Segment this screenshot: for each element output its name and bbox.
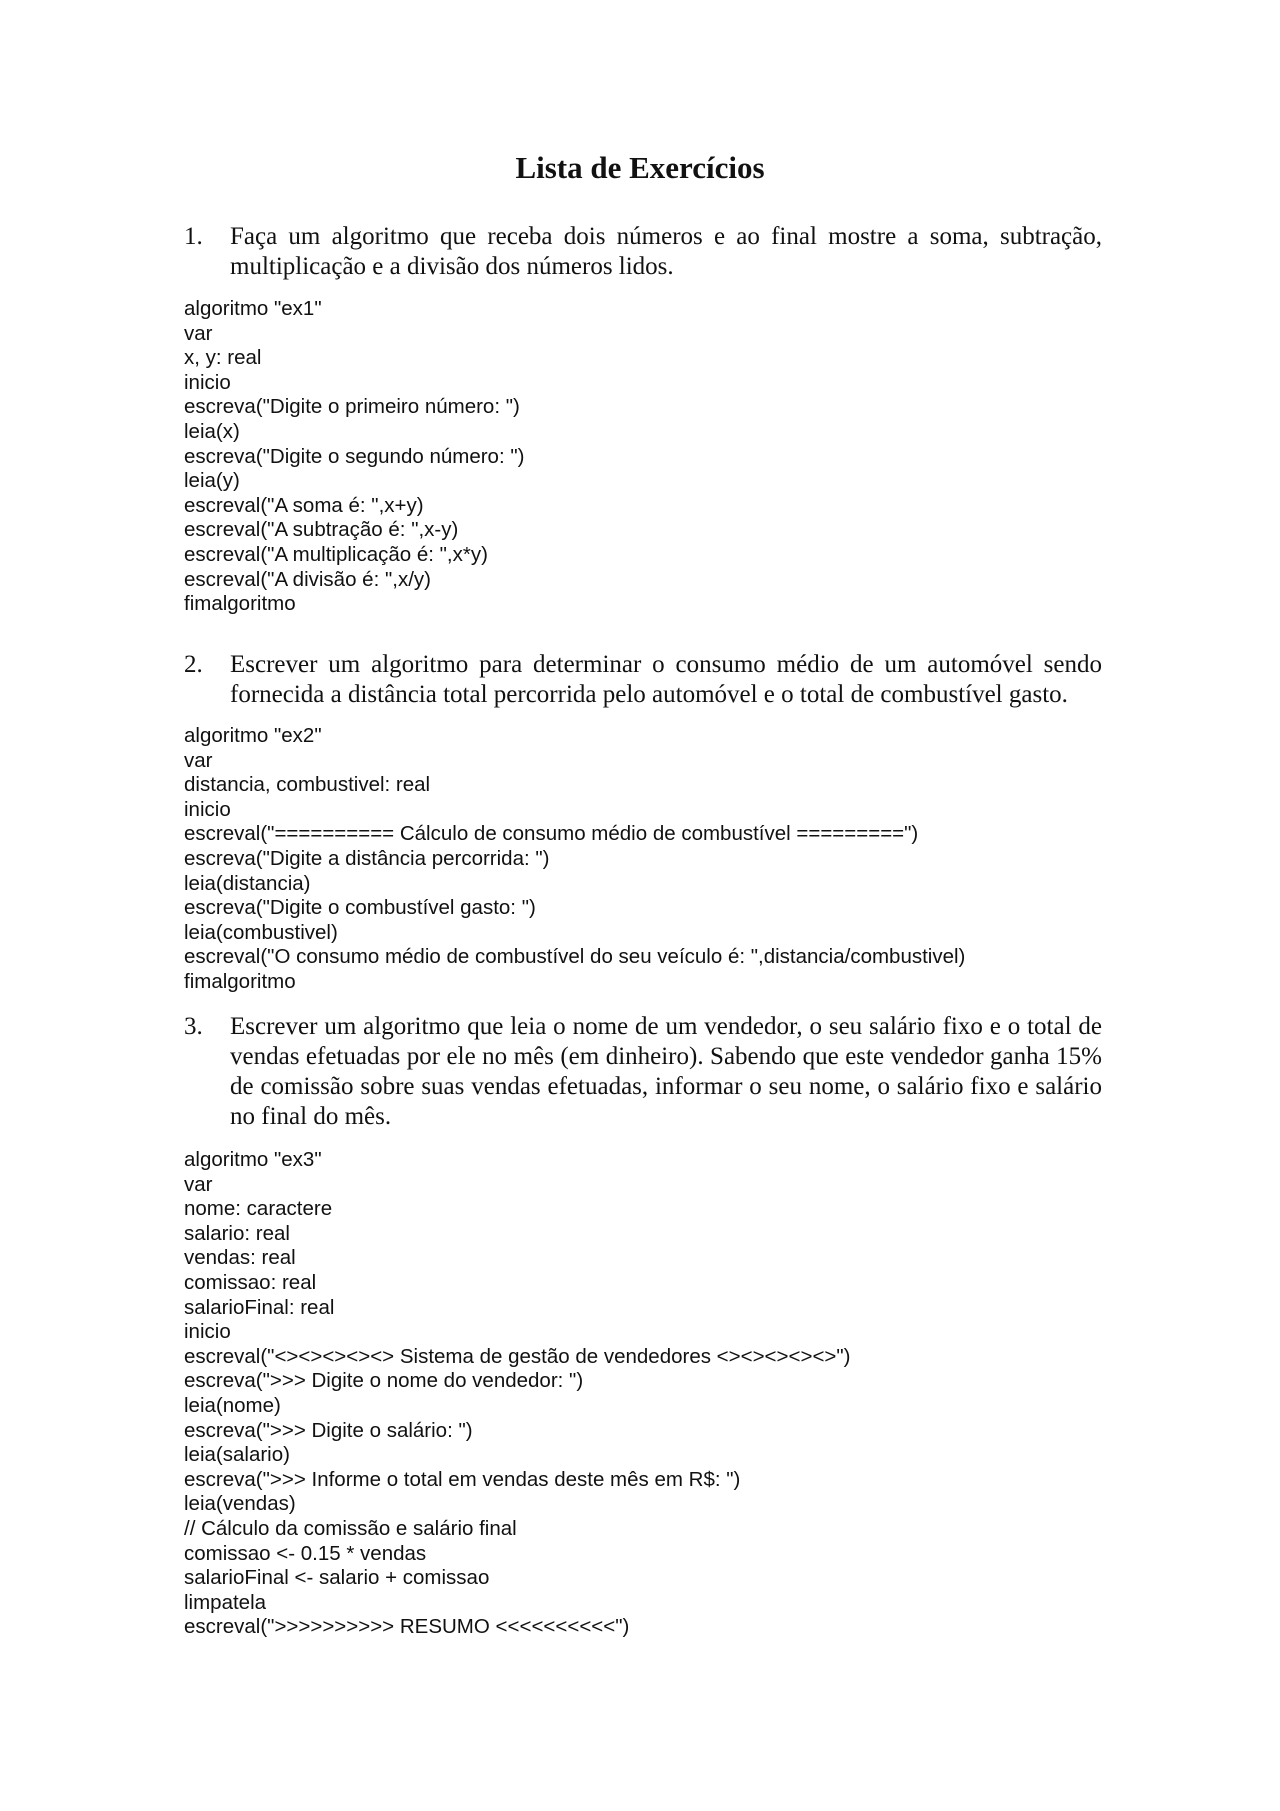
code-line: escreval("A soma é: ",x+y) xyxy=(184,493,424,517)
exercise-1-number: 1. xyxy=(184,223,203,250)
code-line: limpatela xyxy=(184,1590,267,1614)
code-line: escreva(">>> Digite o nome do vendedor: ") xyxy=(184,1369,584,1393)
exercise-2-text: Escrever um algoritmo para determinar o consumo médio de um automóvel sendo fornecida a distância total percorrida pelo automóvel e o total de combustível gasto. xyxy=(230,651,1102,708)
code-line: algoritmo "ex2" xyxy=(184,724,322,747)
code-line: algoritmo "ex1" xyxy=(184,297,322,320)
exercise-1-text: Faça um algoritmo que receba dois números e ao final mostre a soma, subtração, multiplicação e a divisão dos números lidos. xyxy=(230,223,1102,280)
page-title: Lista de Exercícios xyxy=(515,150,765,185)
code-line: leia(y) xyxy=(184,469,240,493)
code-line: comissao: real xyxy=(184,1270,317,1294)
code-line: escreva("Digite o primeiro número: ") xyxy=(184,395,520,419)
exercise-3-code xyxy=(184,1148,1184,1640)
code-line: salario: real xyxy=(184,1221,290,1245)
code-line: vendas: real xyxy=(184,1246,296,1270)
exercise-2-code xyxy=(184,724,1184,995)
code-line: fimalgoritmo xyxy=(184,592,296,616)
code-line: escreva(">>> Informe o total em vendas deste mês em R$: ") xyxy=(184,1467,741,1491)
code-line: escreval("A subtração é: ",x-y) xyxy=(184,518,459,542)
exercise-3-number: 3. xyxy=(184,1013,203,1040)
code-line: leia(distancia) xyxy=(184,871,311,895)
code-line: var xyxy=(184,748,213,772)
code-line: inicio xyxy=(184,370,231,394)
code-line: fimalgoritmo xyxy=(184,969,296,993)
code-line: escreva("Digite o combustível gasto: ") xyxy=(184,896,536,920)
code-line: escreval("O consumo médio de combustível do seu veículo é: ",distancia/combustivel) xyxy=(184,945,966,969)
code-line: leia(combustivel) xyxy=(184,920,338,944)
code-line: var xyxy=(184,321,213,345)
code-line: inicio xyxy=(184,1320,231,1344)
code-line: salarioFinal: real xyxy=(184,1295,335,1319)
code-line: algoritmo "ex3" xyxy=(184,1148,322,1171)
code-line: salarioFinal <- salario + comissao xyxy=(184,1566,490,1590)
code-line: // Cálculo da comissão e salário final xyxy=(184,1516,517,1540)
code-line: comissao <- 0.15 * vendas xyxy=(184,1541,427,1565)
code-line: var xyxy=(184,1172,213,1196)
exercise-1-question xyxy=(184,222,1102,282)
code-line: escreval("A multiplicação é: ",x*y) xyxy=(184,542,488,566)
exercise-2-number: 2. xyxy=(184,651,203,678)
code-line: leia(vendas) xyxy=(184,1492,296,1516)
code-line: escreval("========== Cálculo de consumo médio de combustível =========") xyxy=(184,822,919,846)
code-line: escreva("Digite o segundo número: ") xyxy=(184,444,525,468)
code-line: leia(salario) xyxy=(184,1443,290,1467)
code-line: escreval("A divisão é: ",x/y) xyxy=(184,567,431,591)
code-line: x, y: real xyxy=(184,346,262,370)
code-line: escreval(">>>>>>>>>> RESUMO <<<<<<<<<<") xyxy=(184,1615,630,1639)
code-line: escreva("Digite a distância percorrida: ") xyxy=(184,846,550,870)
exercise-3-question xyxy=(184,1012,1102,1132)
code-line: nome: caractere xyxy=(184,1197,333,1221)
exercise-2-question xyxy=(184,650,1102,710)
code-line: inicio xyxy=(184,797,231,821)
exercise-1-code xyxy=(184,297,1184,617)
code-line: escreva(">>> Digite o salário: ") xyxy=(184,1418,473,1442)
code-line: escreval("<><><><><> Sistema de gestão de vendedores <><><><><>") xyxy=(184,1344,851,1368)
code-line: distancia, combustivel: real xyxy=(184,773,431,797)
code-line: leia(nome) xyxy=(184,1393,281,1417)
exercise-3-text: Escrever um algoritmo que leia o nome de um vendedor, o seu salário fixo e o total de vendas efetuadas por ele no mês (em dinheiro). Sabendo que este vendedor ganha 15% de comissão sobre suas vendas efetuadas, informar o seu nome, o salário fixo e salário no final do mês. xyxy=(230,1013,1102,1130)
code-line: leia(x) xyxy=(184,419,240,443)
